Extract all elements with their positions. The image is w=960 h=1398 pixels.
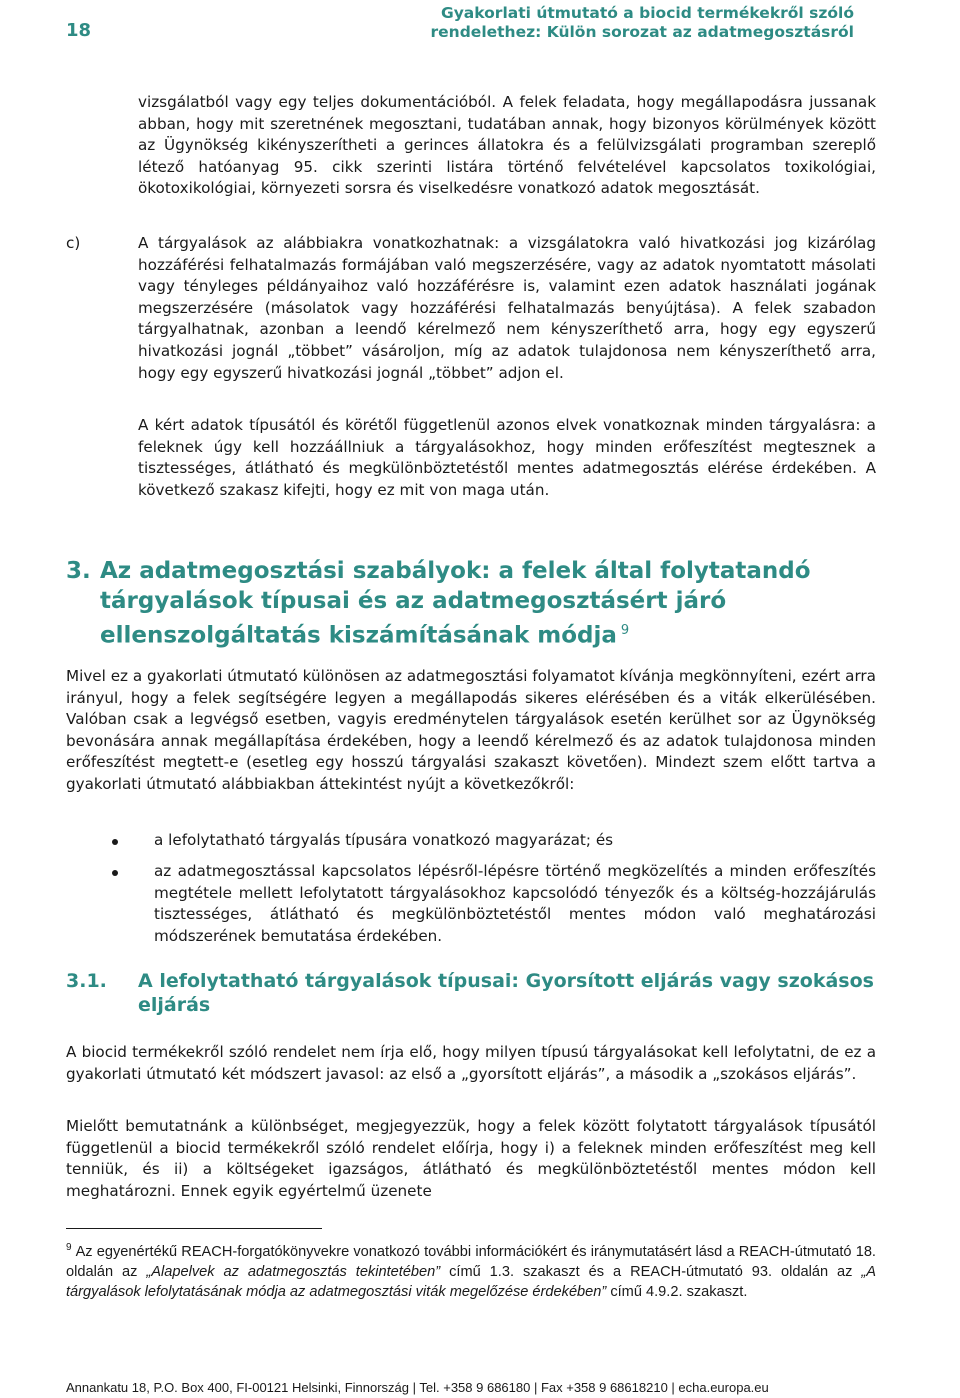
footnote-text-a: Az egyenértékű REACH-forgatókönyvekre vonatkozó további információkért és iránymutatásért lásd a REACH-útmutató 18. oldalán az [66, 1243, 876, 1280]
bullet-item [112, 861, 876, 947]
section-3-1-number: 3.1. [66, 970, 107, 992]
paragraph-c: A tárgyalások az alábbiakra vonatkozhatnak: a vizsgálatokra való hivatkozási jog kizárólag hozzáférési felhatalmazás formájában való megszerzésére, vagy az adatok nyomtatott másolati vagy tényleges példányaihoz való hozzáférésre is, valamint ezen adatok használati jogának megszerzésére (másolatok vagy hozzáférési felhatalmazás benyújtása). A felek szabadon tárgyalhatnak, azonban a leendő kérelmező nem kényszeríthető arra, hogy egy egyszerű hivatkozási jognál „többet” vásároljon, míg az adatok tulajdonosa nem kényszeríthető arra, hogy egy egyszerű hivatkozási jognál „többet” adjon el. [138, 234, 876, 382]
list-marker-c: c) [66, 234, 81, 252]
bullet-item [112, 830, 876, 852]
bullet-text: az adatmegosztással kapcsolatos lépésről-lépésre történő megközelítés a minden erőfeszítés megtétele mellett lefolytatott tárgyalásokhoz kapcsolódó tényezők és a költség-hozzájárulás tisztességes, átlátható és megkülönböztetéstől mentes módon való meghatározási módszerének bemutatása érdekében. [154, 862, 876, 945]
page-number: 18 [66, 20, 92, 41]
section-3-1-heading [66, 969, 886, 1017]
section-3-intro: Mivel ez a gyakorlati útmutató különösen az adatmegosztási folyamatot kívánja megkönnyíteni, ezért arra irányul, hogy a felek segítségére legyen a megállapodás sikeres elérésében és a viták elkerülésében. Valóban csak a legvégső esetben, vagyis eredménytelen tárgyalások esetén kerülhet sor az Ügynökség bevonására annak megállapítása érdekében, hogy a leendő kérelmező és az adatok tulajdonosa minden erőfeszítést megtett-e (esetleg egy hosszú tárgyalási szakaszt követően). Mindezt szem előtt tartva a gyakorlati útmutató alábbiakban áttekintést nyújt a következőkről: [66, 667, 876, 793]
bullet-icon [112, 870, 118, 876]
running-header [334, 4, 854, 42]
footnote-text-c: című 4.9.2. szakaszt. [606, 1283, 748, 1300]
footnote-divider [66, 1228, 322, 1229]
section-3-1-title: A lefolytatható tárgyalások típusai: Gyorsított eljárás vagy szokásos eljárás [138, 970, 874, 1016]
footnote-text-b: című 1.3. szakaszt és a REACH-útmutató 93. oldalán az [440, 1263, 862, 1280]
bullet-text: a lefolytatható tárgyalás típusára vonatkozó magyarázat; és [154, 831, 614, 849]
running-header-line2: rendelethez: Külön sorozat az adatmegosztásról [430, 23, 854, 41]
footnote-italic-a: „Alapelvek az adatmegosztás tekintetében” [146, 1263, 441, 1280]
paragraph-c-2: A kért adatok típusától és körétől függetlenül azonos elvek vonatkoznak minden tárgyalásra: a feleknek úgy kell hozzáállniuk a tárgyalásokhoz, hogy minden erőfeszítést megtesznek a tisztességes, átlátható és megkülönböztetéstől mentes adatmegosztás elérése érdekében. A következő szakasz kifejti, hogy ez mit von maga után. [138, 416, 876, 499]
running-header-line1: Gyakorlati útmutató a biocid termékekről szóló [440, 4, 854, 22]
section-3-1-paragraph-1: A biocid termékekről szóló rendelet nem írja elő, hogy milyen típusú tárgyalásokat kell lefolytatni, de ez a gyakorlati útmutató két módszert javasol: az első a „gyorsított eljárás”, a második a „szokásos eljárás”. [66, 1043, 876, 1083]
section-3-heading [66, 556, 886, 651]
footnote-number: 9 [66, 1242, 72, 1253]
paragraph-b-continued: vizsgálatból vagy egy teljes dokumentációból. A felek feladata, hogy megállapodásra jussanak abban, hogy mit szeretnének megosztani, tudatában annak, hogy bizonyos körülmények között az Ügynökség kikényszerítheti a gerinces állatokra és a felülvizsgálati programban szereplő létező hatóanyag 95. cikk szerinti listára történő felvételével kapcsolatos toxikológiai, ökotoxikológiai, környezeti sorsra és viselkedésre vonatkozó adatok megosztását. [138, 93, 876, 198]
footnote-9 [66, 1238, 876, 1302]
page-footer: Annankatu 18, P.O. Box 400, FI-00121 Helsinki, Finnország | Tel. +358 9 686180 | Fax +358 9 68618210 | echa.europa.eu [66, 1380, 769, 1395]
bullet-icon [112, 839, 118, 845]
section-3-number: 3. [66, 558, 91, 584]
footnote-italic-b: „A tárgyalások lefolytatásának módja az adatmegosztási viták megelőzése érdekében” [66, 1263, 876, 1300]
section-3-1-paragraph-2: Mielőtt bemutatnánk a különbséget, megjegyezzük, hogy a felek között folytatott tárgyalások típusától függetlenül a biocid termékekről szóló rendelet előírja, hogy i) a feleknek minden erőfeszítést meg kell tenniük, és ii) a költségeket igazságos, átlátható és megkülönböztetéstől mentes módon kell meghatározni. Ennek egyik egyértelmű üzenete [66, 1117, 876, 1200]
section-3-title: Az adatmegosztási szabályok: a felek által folytatandó tárgyalások típusai és az adatmegosztásért járó ellenszolgáltatás kiszámításának módja [100, 558, 811, 649]
footnote-ref-9[interactable]: 9 [620, 623, 630, 638]
